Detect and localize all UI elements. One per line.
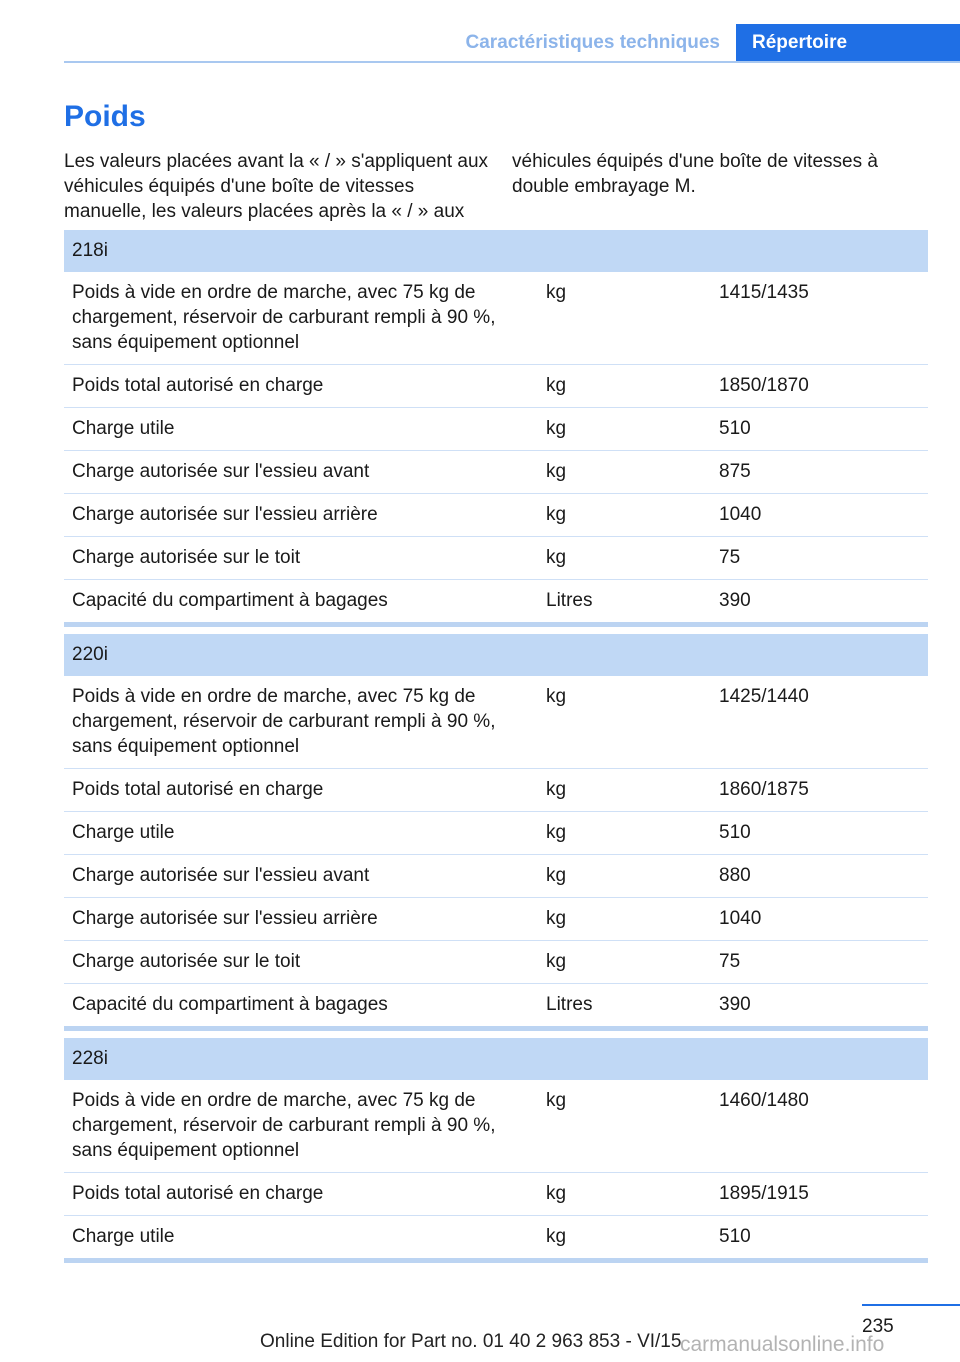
row-unit: Litres [538, 580, 711, 625]
row-value: 880 [711, 855, 928, 898]
row-unit: kg [538, 1216, 711, 1261]
row-label: Charge autorisée sur l'essieu arrière [64, 494, 538, 537]
table-row [64, 676, 928, 769]
row-label: Poids total autorisé en charge [64, 1173, 538, 1216]
page-number: 235 [862, 1316, 894, 1337]
header-rule [64, 61, 960, 63]
table-row [64, 1216, 928, 1261]
row-unit: kg [538, 494, 711, 537]
row-unit: kg [538, 812, 711, 855]
row-value: 1040 [711, 898, 928, 941]
table-row [64, 1173, 928, 1216]
table-header-row [64, 230, 928, 272]
header-tabs [446, 24, 960, 62]
row-value: 1860/1875 [711, 769, 928, 812]
row-label: Charge autorisée sur le toit [64, 537, 538, 580]
table-row [64, 272, 928, 365]
footer-rule [862, 1304, 960, 1306]
intro-left: Les valeurs placées avant la « / » s'appliquent aux véhicules équipés d'une boîte de vitesses manuelle, les valeurs placées après la « / » aux [64, 151, 489, 222]
row-unit: kg [538, 676, 711, 769]
page-title: Poids [64, 100, 146, 133]
row-value: 75 [711, 537, 928, 580]
row-value: 390 [711, 580, 928, 625]
table-row [64, 580, 928, 625]
row-value: 1895/1915 [711, 1173, 928, 1216]
row-label: Charge autorisée sur l'essieu arrière [64, 898, 538, 941]
table-row [64, 941, 928, 984]
table-row [64, 812, 928, 855]
row-label: Capacité du compartiment à bagages [64, 984, 538, 1029]
row-label: Poids à vide en ordre de marche, avec 75 kg de chargement, réservoir de carburant rempli à 90 %, sans équipement optionnel [64, 272, 538, 365]
row-label: Charge autorisée sur l'essieu avant [64, 451, 538, 494]
row-value: 1415/1435 [711, 272, 928, 365]
table-header-row [64, 634, 928, 676]
table-row [64, 365, 928, 408]
section-tab[interactable]: Caractéristiques techniques [465, 32, 720, 53]
row-label: Poids total autorisé en charge [64, 769, 538, 812]
row-value: 75 [711, 941, 928, 984]
table-row [64, 855, 928, 898]
table-row [64, 769, 928, 812]
row-label: Poids à vide en ordre de marche, avec 75 kg de chargement, réservoir de carburant rempli à 90 %, sans équipement optionnel [64, 676, 538, 769]
row-value: 1460/1480 [711, 1080, 928, 1173]
row-unit: kg [538, 1080, 711, 1173]
intro-text [64, 149, 928, 224]
row-unit: kg [538, 408, 711, 451]
table-row [64, 1080, 928, 1173]
row-unit: kg [538, 272, 711, 365]
row-value: 510 [711, 408, 928, 451]
row-unit: kg [538, 451, 711, 494]
row-unit: kg [538, 537, 711, 580]
row-value: 875 [711, 451, 928, 494]
row-label: Poids total autorisé en charge [64, 365, 538, 408]
row-value: 510 [711, 812, 928, 855]
intro-right: véhicules équipés d'une boîte de vitesses à double embrayage M. [512, 151, 878, 197]
table-row [64, 898, 928, 941]
watermark: carmanualsonline.info [680, 1333, 885, 1356]
spec-table-218i [64, 230, 928, 627]
model-name: 220i [64, 634, 928, 676]
row-value: 1425/1440 [711, 676, 928, 769]
row-unit: kg [538, 769, 711, 812]
row-label: Capacité du compartiment à bagages [64, 580, 538, 625]
edition-text: Online Edition for Part no. 01 40 2 963 853 - VI/15 [260, 1331, 682, 1352]
row-value: 1850/1870 [711, 365, 928, 408]
row-label: Charge autorisée sur l'essieu avant [64, 855, 538, 898]
table-header-row [64, 1038, 928, 1080]
row-unit: kg [538, 365, 711, 408]
row-value: 390 [711, 984, 928, 1029]
row-unit: kg [538, 855, 711, 898]
table-row [64, 537, 928, 580]
table-row [64, 408, 928, 451]
row-unit: kg [538, 898, 711, 941]
row-unit: kg [538, 941, 711, 984]
table-row [64, 984, 928, 1029]
table-row [64, 494, 928, 537]
row-value: 1040 [711, 494, 928, 537]
row-value: 510 [711, 1216, 928, 1261]
model-name: 228i [64, 1038, 928, 1080]
table-row [64, 451, 928, 494]
spec-table-220i [64, 634, 928, 1031]
row-label: Charge utile [64, 408, 538, 451]
row-label: Charge utile [64, 812, 538, 855]
model-name: 218i [64, 230, 928, 272]
spec-table-228i [64, 1038, 928, 1263]
directory-tab[interactable]: Répertoire [736, 24, 960, 62]
row-label: Charge utile [64, 1216, 538, 1261]
row-label: Poids à vide en ordre de marche, avec 75 kg de chargement, réservoir de carburant rempli à 90 %, sans équipement optionnel [64, 1080, 538, 1173]
row-unit: kg [538, 1173, 711, 1216]
row-unit: Litres [538, 984, 711, 1029]
row-label: Charge autorisée sur le toit [64, 941, 538, 984]
